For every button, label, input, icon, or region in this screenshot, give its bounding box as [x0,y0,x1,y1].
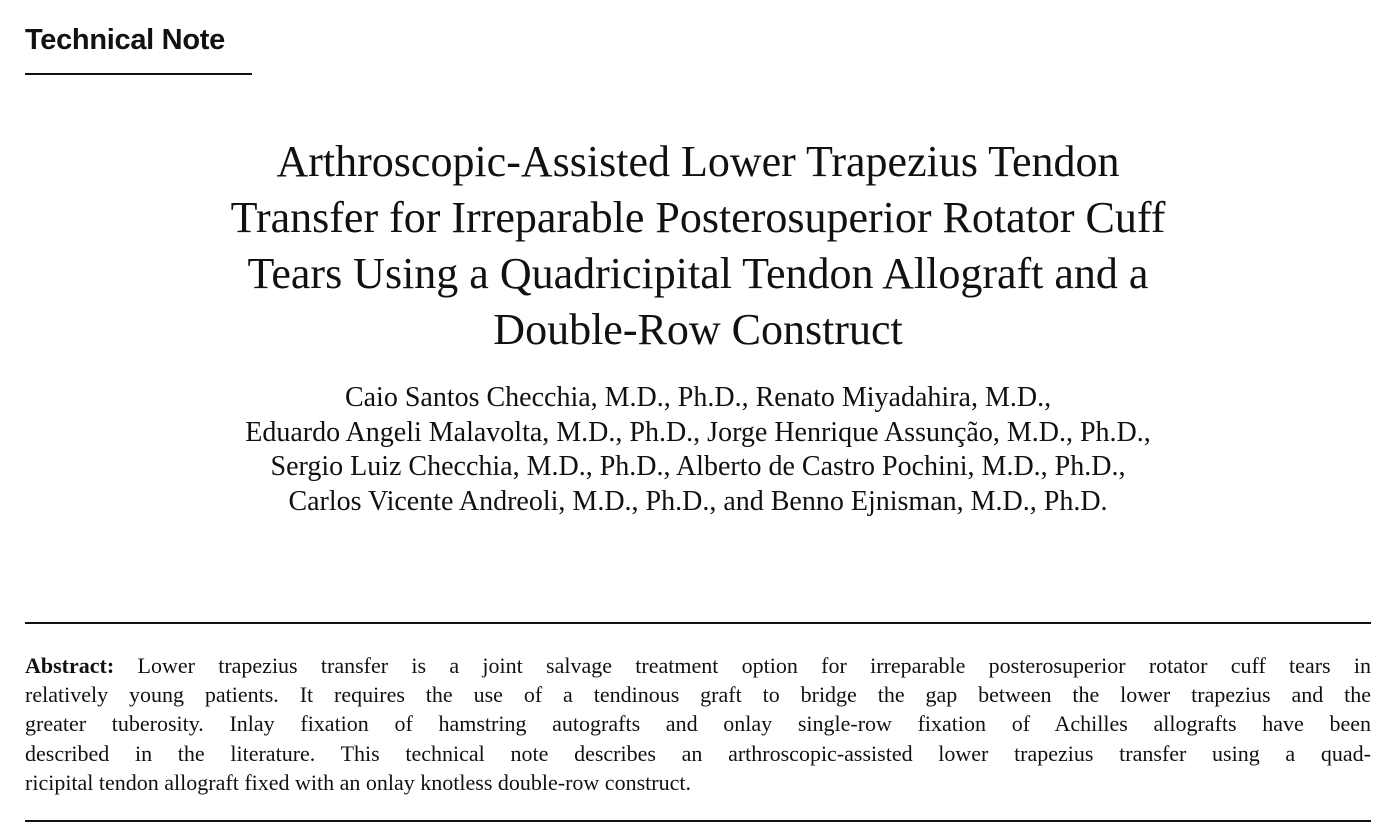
abstract-line: relatively young patients. It requires the use of a tendinous graft to bridge the gap between the lower trapezius and the [25,682,1371,708]
author-line: Carlos Vicente Andreoli, M.D., Ph.D., and Benno Ejnisman, M.D., Ph.D. [288,485,1108,517]
title-line: Transfer for Irreparable Posterosuperior Rotator Cuff [230,193,1166,242]
author-list [0,381,1396,519]
abstract-text: Lower trapezius transfer is a joint salvage treatment option for irreparable posterosuperior rotator cuff tears in [137,653,1371,678]
abstract-label: Abstract: [25,653,115,678]
title-line: Double-Row Construct [493,305,903,354]
section-label: Technical Note [25,24,225,56]
author-line: Sergio Luiz Checchia, M.D., Ph.D., Alberto de Castro Pochini, M.D., Ph.D., [270,451,1126,482]
abstract [25,651,1371,797]
article-title [0,134,1396,358]
author-line: Eduardo Angeli Malavolta, M.D., Ph.D., Jorge Henrique Assunção, M.D., Ph.D., [245,416,1151,448]
title-line: Tears Using a Quadricipital Tendon Allograft and a [247,249,1149,298]
title-line: Arthroscopic-Assisted Lower Trapezius Tendon [276,137,1120,186]
abstract-line: ricipital tendon allograft fixed with an onlay knotless double-row construct. [25,769,691,795]
abstract-line: described in the literature. This technical note describes an arthroscopic-assisted lower trapezius transfer using a quad- [25,740,1371,766]
abstract-line: greater tuberosity. Inlay fixation of hamstring autografts and onlay single-row fixation of Achilles allografts have been [25,711,1371,737]
abstract-top-divider [25,622,1371,624]
abstract-line [25,651,1371,680]
section-divider [25,73,252,75]
abstract-bottom-divider [25,820,1371,822]
author-line: Caio Santos Checchia, M.D., Ph.D., Renato Miyadahira, M.D., [344,382,1052,413]
